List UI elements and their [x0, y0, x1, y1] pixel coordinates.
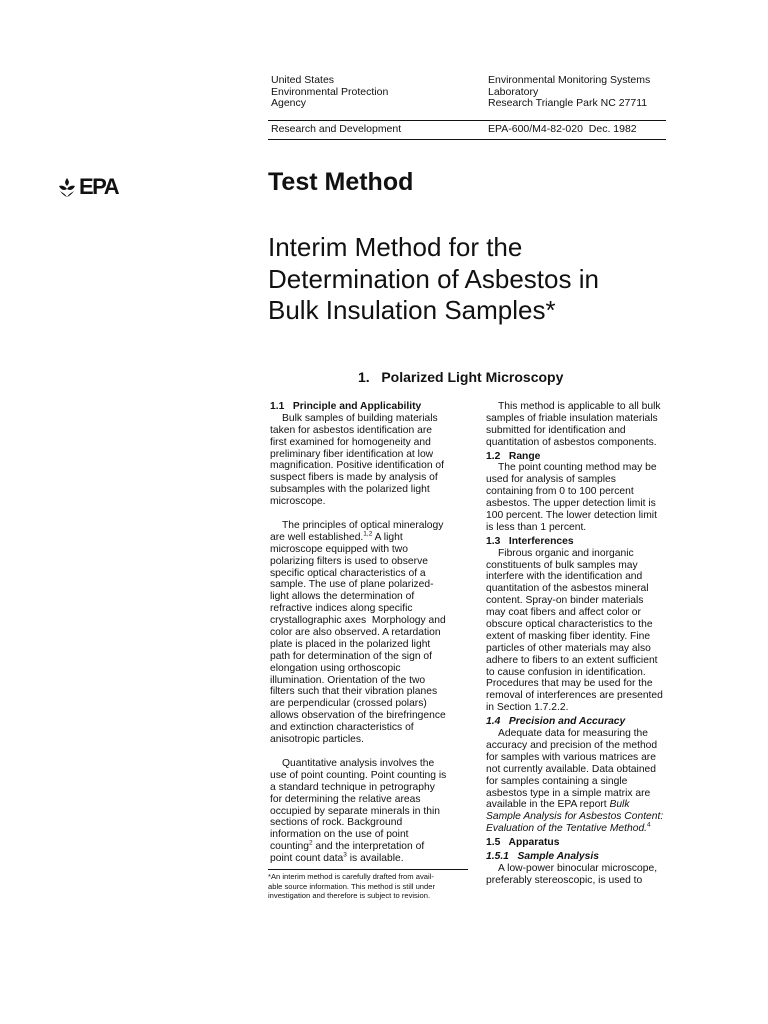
- citation-sup: 4: [647, 821, 651, 829]
- footnote-line: investigation and therefore is subject to revision.: [268, 891, 431, 901]
- text-line: anisotropic particles.: [270, 734, 364, 746]
- text-line: 100 percent. The lower detection limit: [486, 510, 657, 522]
- text-line: refractive indices along specific: [270, 603, 413, 615]
- office-label: Research and Development: [271, 123, 402, 135]
- text-span: and the interpretation of: [312, 841, 425, 853]
- text-line: occupied by separate minerals in thin: [270, 805, 440, 817]
- agency-line: Agency: [271, 97, 307, 109]
- text-line: [270, 532, 475, 544]
- text-line: The point counting method may be: [498, 462, 657, 474]
- epa-emblem-icon: [56, 176, 78, 198]
- text-span: are well established.: [270, 531, 364, 543]
- title-line: Interim Method for the: [268, 232, 523, 262]
- agency-block: [271, 75, 388, 110]
- text-line: light allows the determination of: [270, 591, 415, 603]
- text-line: accuracy and precision of the method: [486, 739, 658, 751]
- epa-logo: [56, 174, 118, 200]
- agency-line: Environmental Protection: [271, 85, 389, 98]
- text-line: specific optical characteristics of a: [270, 567, 426, 579]
- text-line: color are also observed. A retardation: [270, 627, 441, 639]
- text-line: illumination. Orientation of the two: [270, 674, 426, 686]
- text-line: path for determination of the sign of: [270, 650, 432, 662]
- title-line: Determination of Asbestos in: [268, 263, 599, 294]
- text-line: submitted for identification and: [486, 424, 626, 436]
- citation-sup: 1,2: [363, 530, 373, 538]
- report-title-span: Bulk: [609, 799, 630, 811]
- text-line: samples of friable insulation materials: [486, 412, 658, 424]
- left-column: [270, 401, 475, 865]
- text-line: sample. The use of plane polarized-: [270, 579, 434, 591]
- section-heading: 1. Polarized Light Microscopy: [358, 369, 564, 385]
- header-rule-bottom: [268, 139, 666, 140]
- text-line: preliminary fiber identification at low: [270, 448, 434, 460]
- text-line: to cause confusion in identification.: [486, 666, 646, 678]
- citation-sup: 3: [343, 851, 347, 859]
- report-title-span: Sample Analysis for Asbestos Content:: [486, 811, 664, 823]
- text-line: [486, 823, 696, 835]
- text-line: microscope equipped with two: [270, 543, 408, 555]
- text-line: first examined for homogeneity and: [270, 436, 431, 448]
- text-line: A low-power binocular microscope,: [498, 862, 658, 874]
- text-line: extent of masking fiber identity. Fine: [486, 630, 651, 642]
- text-line: content. Spray-on binder materials: [486, 595, 644, 607]
- text-line: allows observation of the birefringence: [270, 710, 446, 722]
- subsection-heading: 1.5.1 Sample Analysis: [486, 850, 599, 862]
- text-line: particles of other materials may also: [486, 642, 651, 654]
- text-line: removal of interferences are presented: [486, 690, 663, 702]
- text-line: taken for asbestos identification are: [270, 424, 432, 436]
- text-line: plate is placed in the polarized light: [270, 638, 431, 650]
- lab-line: Laboratory: [488, 85, 539, 98]
- text-line: and extinction characteristics of: [270, 722, 414, 734]
- subsection-heading: 1.2 Range: [486, 450, 541, 462]
- text-line: not currently available. Data obtained: [486, 763, 657, 775]
- subsection-heading: 1.5 Apparatus: [486, 837, 560, 849]
- text-line: asbestos type in a simple matrix are: [486, 787, 651, 799]
- text-line: may coat fibers and affect color or: [486, 607, 641, 619]
- text-line: interfere with the identification and: [486, 571, 643, 583]
- text-line: Quantitative analysis involves the: [282, 757, 435, 769]
- text-span: A light: [372, 531, 403, 543]
- report-title-span: Evaluation of the Tentative Method.: [486, 823, 648, 835]
- text-line: Procedures that may be used for the: [486, 678, 653, 690]
- text-line: [486, 799, 696, 811]
- title-line: Bulk Insulation Samples*: [268, 295, 556, 325]
- text-span: is available.: [346, 853, 404, 865]
- text-line: a standard technique in petrography: [270, 781, 435, 793]
- text-line: Bulk samples of building materials: [282, 412, 438, 424]
- subsection-heading: 1.3 Interferences: [486, 535, 574, 547]
- text-line: adhere to fibers to an extent sufficient: [486, 654, 658, 666]
- text-line: suspect fibers is made by analysis of: [270, 472, 438, 484]
- text-line: quantitation of the asbestos mineral: [486, 583, 649, 595]
- text-line: for determining the relative areas: [270, 793, 421, 805]
- text-line: Adequate data for measuring the: [498, 728, 648, 740]
- text-line: The principles of optical mineralogy: [282, 520, 444, 532]
- epa-logo-text: EPA: [79, 174, 119, 199]
- text-line: for samples with various matrices are: [486, 751, 656, 763]
- header-rule-top: [268, 120, 666, 121]
- text-line: constituents of bulk samples may: [486, 559, 638, 571]
- text-line: used for analysis of samples: [486, 474, 616, 486]
- text-line: in Section 1.7.2.2.: [486, 702, 569, 714]
- agency-line: United States: [271, 74, 335, 86]
- text-line: This method is applicable to all bulk: [498, 401, 661, 412]
- footnote-line: able source information. This method is still under: [268, 881, 436, 891]
- document-type: Test Method: [268, 168, 414, 196]
- right-column: [486, 401, 696, 887]
- lab-line: Research Triangle Park NC 27711: [488, 97, 648, 109]
- text-line: preferably stereoscopic, is used to: [486, 874, 643, 886]
- text-line: microscope.: [270, 496, 326, 508]
- document-title: [268, 232, 748, 327]
- text-line: containing from 0 to 100 percent: [486, 486, 634, 498]
- report-number: EPA-600/M4-82-020 Dec. 1982: [488, 123, 637, 135]
- text-line: magnification. Positive identification of: [270, 460, 444, 472]
- text-line: elongation using orthoscopic: [270, 662, 401, 674]
- citation-sup: 2: [308, 839, 313, 847]
- text-span: point count data: [270, 853, 344, 865]
- text-line: are perpendicular (crossed polars): [270, 698, 427, 710]
- footnote: [268, 872, 435, 901]
- text-line: subsamples with the polarized light: [270, 484, 430, 496]
- text-line: sections of rock. Background: [270, 817, 403, 829]
- text-line: Fibrous organic and inorganic: [498, 547, 634, 559]
- text-line: [270, 841, 475, 853]
- footnote-line: *An interim method is carefully drafted from avail-: [268, 872, 434, 881]
- text-line: crystallographic axes Morphology and: [270, 615, 446, 627]
- text-line: [486, 811, 696, 823]
- text-line: asbestos. The upper detection limit is: [486, 498, 656, 510]
- subsection-heading: 1.4 Precision and Accuracy: [486, 716, 626, 728]
- lab-line: Environmental Monitoring Systems: [488, 74, 651, 86]
- text-line: obscure optical characteristics to the: [486, 619, 653, 631]
- text-span: counting: [270, 841, 309, 853]
- text-line: use of point counting. Point counting is: [270, 769, 447, 781]
- lab-block: [488, 75, 650, 110]
- text-line: filters such that their vibration planes: [270, 686, 438, 698]
- text-line: quantitation of asbestos components.: [486, 436, 657, 448]
- subsection-heading: 1.1 Principle and Applicability: [270, 401, 422, 412]
- footnote-rule: [268, 869, 468, 870]
- text-line: information on the use of point: [270, 829, 409, 841]
- text-line: [270, 853, 475, 865]
- text-line: is less than 1 percent.: [486, 521, 587, 533]
- text-span: available in the EPA report: [486, 799, 610, 811]
- text-line: for samples containing a single: [486, 775, 628, 787]
- text-line: polarizing filters is used to observe: [270, 555, 428, 567]
